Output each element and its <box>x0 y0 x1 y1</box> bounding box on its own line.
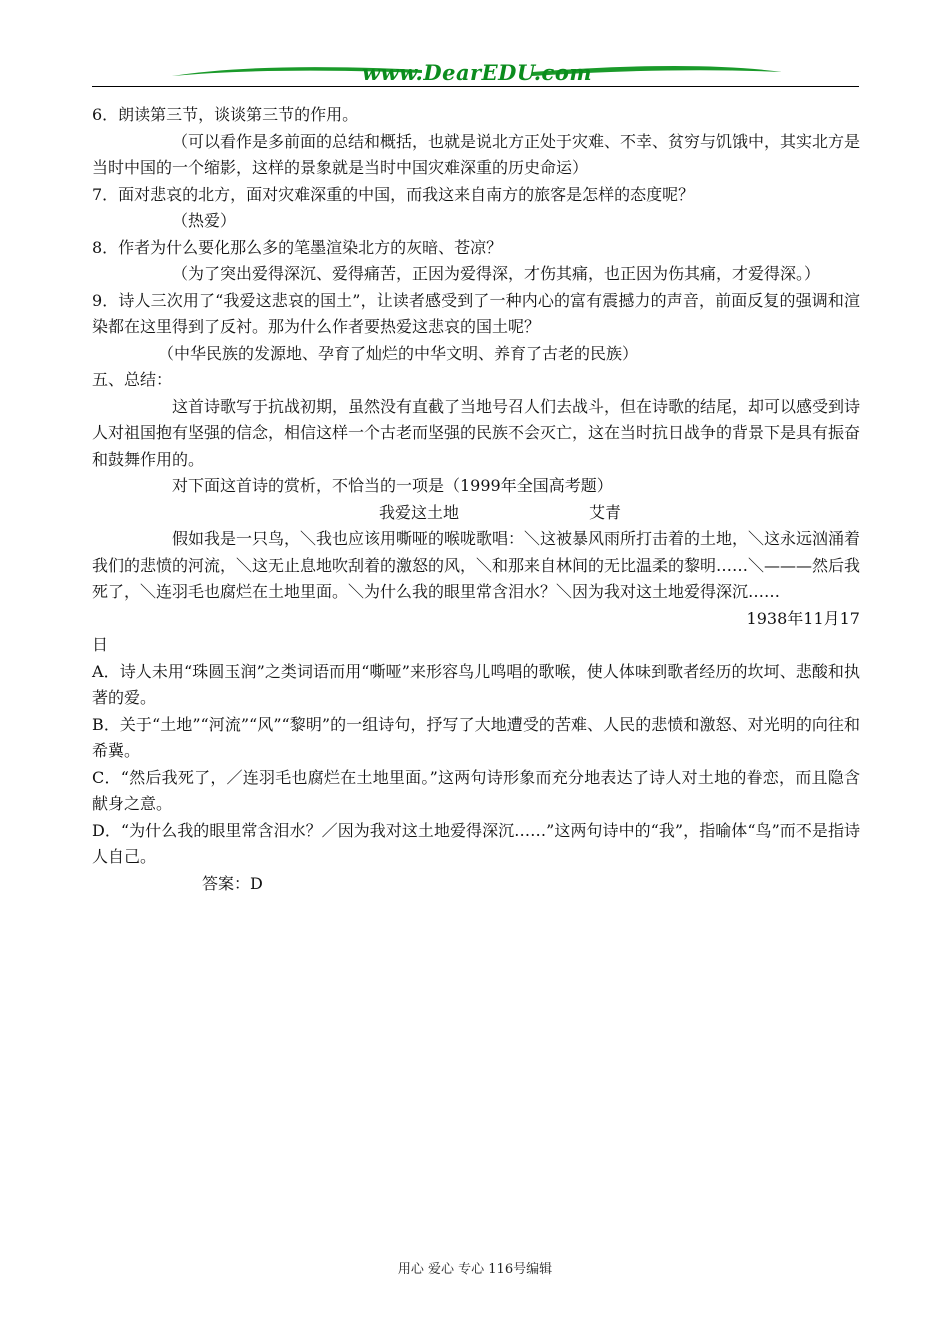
option-b: B．关于“土地”“河流”“风”“黎明”的一组诗句，抒写了大地遭受的苦难、人民的悲愤和激怒、对光明的向往和希冀。 <box>92 714 860 760</box>
poem-date: 1938年11月17 <box>746 608 860 628</box>
poem-text: 假如我是一只鸟，＼我也应该用嘶哑的喉咙歌唱：＼这被暴风雨所打击着的土地，＼这永远汹涌着我们的悲愤的河流，＼这无止息地吹刮着的激怒的风，＼和那来自林间的无比温柔的黎明……＼———然后我死了，＼连羽毛也腐烂在土地里面。＼为什么我的眼里常含泪水？＼因为我对这土地爱得深沉…… <box>92 529 861 601</box>
option-d: D．“为什么我的眼里常含泪水？／因为我对这土地爱得深沉……”这两句诗中的“我”，指喻体“鸟”而不是指诗人自己。 <box>92 820 860 866</box>
poem-title: 我爱这土地 <box>379 502 460 522</box>
exam-question: 对下面这首诗的赏析，不恰当的一项是（1999年全国高考题） <box>172 476 613 495</box>
answer-6: （可以看作是多前面的总结和概括，也就是说北方正处于灾难、不幸、贫穷与饥饿中，其实北方是当时中国的一个缩影，这样的景象就是当时中国灾难深重的历史命运） <box>92 131 861 177</box>
answer-7: （热爱） <box>172 211 237 230</box>
header-rule <box>92 86 859 87</box>
question-8: 8．作者为什么要化那么多的笔墨渲染北方的灰暗、苍凉？ <box>92 237 503 257</box>
question-9: 9．诗人三次用了“我爱这悲哀的国土”，让读者感受到了一种内心的富有震撼力的声音，前面反复的强调和渲染都在这里得到了反衬。那为什么作者要热爱这悲哀的国土呢？ <box>92 290 860 336</box>
answer-line: 答案：D <box>202 873 263 893</box>
option-c: C．“然后我死了，／连羽毛也腐烂在土地里面。”这两句诗形象而充分地表达了诗人对土地的眷恋，而且隐含献身之意。 <box>92 767 860 813</box>
question-6: 6．朗读第三节，谈谈第三节的作用。 <box>92 105 359 124</box>
page-footer: 用心 爱心 专心 116号编辑 <box>397 1262 553 1277</box>
section-summary-heading: 五、总结： <box>92 370 173 389</box>
option-a: A．诗人未用“珠圆玉润”之类词语而用“嘶哑”来形容鸟儿鸣唱的歌喉，使人体味到歌者经历的坎坷、悲酸和执著的爱。 <box>92 661 860 707</box>
answer-9: （中华民族的发源地、孕育了灿烂的中华文明、养育了古老的民族） <box>158 343 639 363</box>
logo-text: www.DearEDU.com <box>361 60 593 85</box>
question-7: 7．面对悲哀的北方，面对灾难深重的中国，而我这来自南方的旅客是怎样的态度呢？ <box>92 184 695 204</box>
header-logo <box>172 58 782 86</box>
document-body <box>92 102 860 897</box>
answer-8: （为了突出爱得深沉、爱得痛苦，正因为爱得深，才伤其痛，也正因为伤其痛，才爱得深。） <box>172 264 821 283</box>
summary-paragraph: 这首诗歌写于抗战初期，虽然没有直截了当地号召人们去战斗，但在诗歌的结尾，却可以感受到诗人对祖国抱有坚强的信念，相信这样一个古老而坚强的民族不会灭亡，这在当时抗日战争的背景下是具有振奋和鼓舞作用的。 <box>92 396 861 469</box>
page-header <box>92 58 859 90</box>
poem-heading <box>92 500 860 527</box>
poem-date-tail: 日 <box>92 635 109 654</box>
poem-author: 艾青 <box>589 502 622 522</box>
